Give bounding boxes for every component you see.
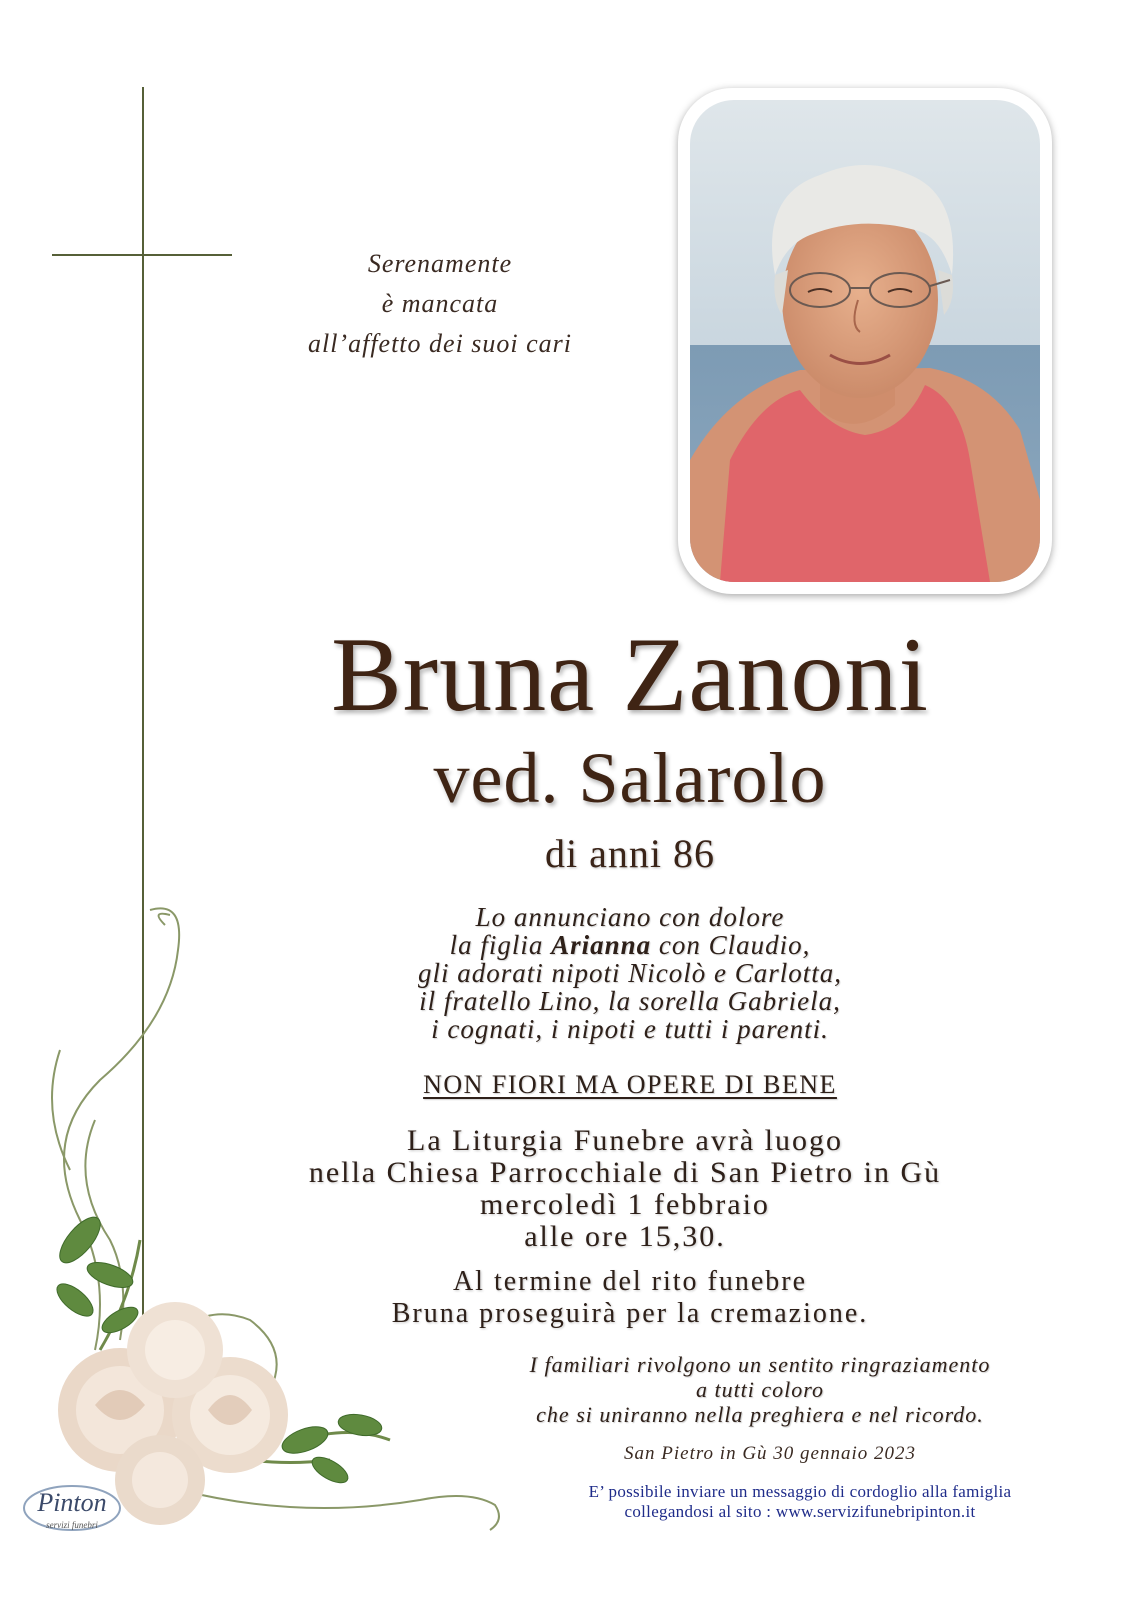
cross-icon-horizontal xyxy=(52,254,232,256)
thanks-text xyxy=(460,1352,1060,1427)
after-rite-line-1: Al termine del rito funebre xyxy=(452,1266,808,1297)
deceased-name: Bruna Zanoni xyxy=(331,616,929,733)
condolences-info xyxy=(520,1482,1080,1522)
announcement-line-2-post: con Claudio, xyxy=(651,930,811,960)
intro-line-2: è mancata xyxy=(381,289,499,318)
intro-line-3: all’affetto dei suoi cari xyxy=(307,329,573,358)
no-flowers-notice: NON FIORI MA OPERE DI BENE xyxy=(423,1070,837,1099)
condolences-line-1: E’ possibile inviare un messaggio di cordoglio alla famiglia xyxy=(588,1482,1012,1501)
liturgy-line-4: alle ore 15,30. xyxy=(524,1220,726,1253)
daughter-name: Arianna xyxy=(551,930,652,960)
liturgy-line-3: mercoledì 1 febbraio xyxy=(480,1188,770,1221)
logo-subtitle: servizi funebri xyxy=(46,1520,98,1530)
liturgy-line-2: nella Chiesa Parrocchiale di San Pietro in Gù xyxy=(308,1156,942,1189)
roses-decoration xyxy=(0,880,520,1580)
married-name: ved. Salarolo xyxy=(433,738,827,818)
announcement-line-3: gli adorati nipoti Nicolò e Carlotta, xyxy=(417,958,843,988)
age-text: di anni 86 xyxy=(545,831,715,876)
portrait-photo xyxy=(690,100,1040,582)
condolences-line-2: collegandosi al sito : www.servizifunebripinton.it xyxy=(624,1502,976,1521)
announcement-line-1: Lo annunciano con dolore xyxy=(475,902,785,932)
thanks-line-2: a tutti coloro xyxy=(695,1377,825,1402)
announcement-line-5: i cognati, i nipoti e tutti i parenti. xyxy=(431,1014,829,1044)
logo-name: Pinton xyxy=(37,1488,107,1517)
announcement-line-4: il fratello Lino, la sorella Gabriela, xyxy=(419,986,841,1016)
intro-text xyxy=(270,244,610,364)
place-date: San Pietro in Gù 30 gennaio 2023 xyxy=(624,1443,916,1464)
announcement-line-2-pre: la figlia xyxy=(449,930,552,960)
thanks-line-3: che si uniranno nella preghiera e nel ricordo. xyxy=(536,1402,984,1427)
after-rite-line-2: Bruna proseguirà per la cremazione. xyxy=(391,1298,869,1329)
liturgy-line-1: La Liturgia Funebre avrà luogo xyxy=(407,1124,843,1157)
intro-line-1: Serenamente xyxy=(367,249,513,278)
thanks-line-1: I familiari rivolgono un sentito ringraziamento xyxy=(529,1352,991,1377)
